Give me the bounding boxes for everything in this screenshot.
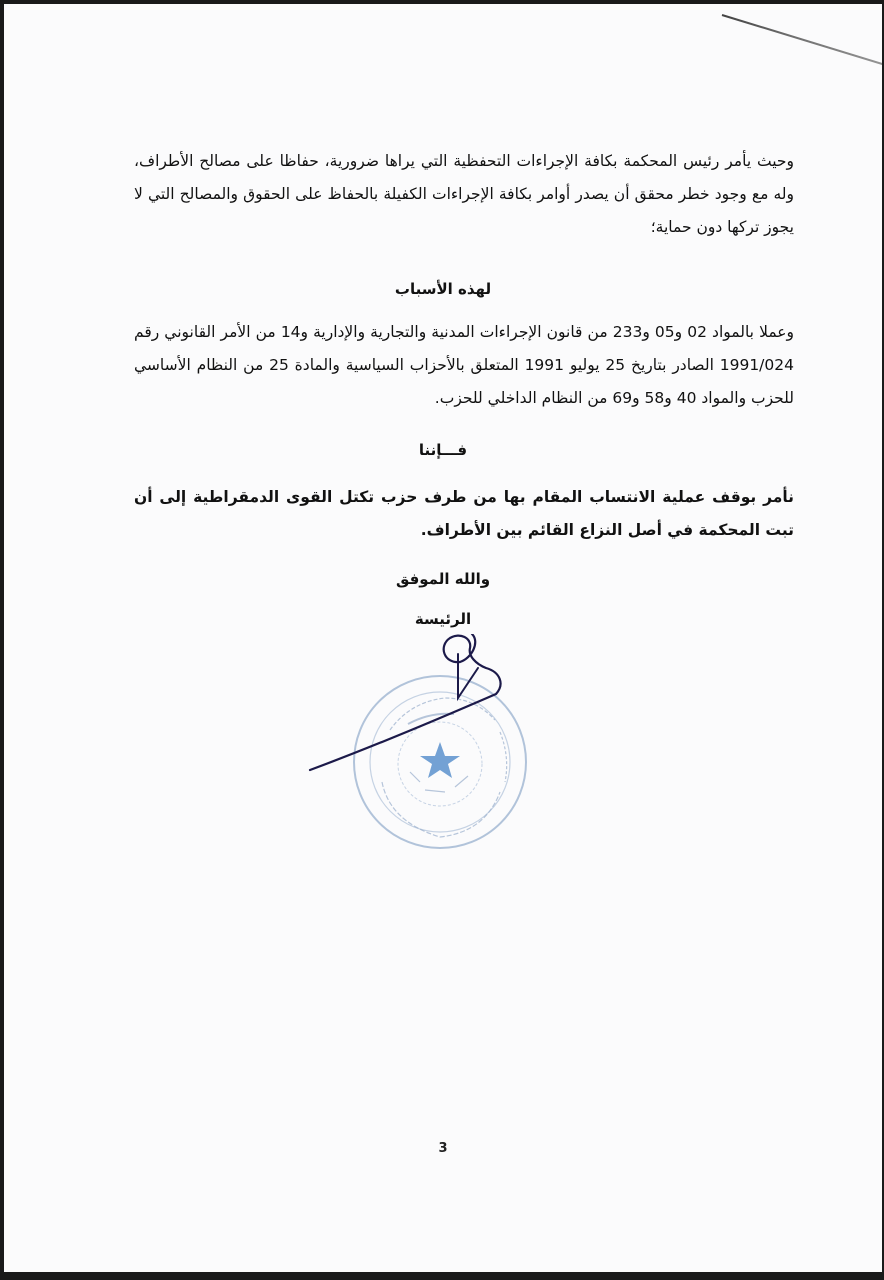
paragraph-considering: وحيث يأمر رئيس المحكمة بكافة الإجراءات التحفظية التي يراها ضرورية، حفاظا على مصالح الأطراف، وله مع وجود خطر محقق أن يصدر أوامر بكافة الإجراءات الكفيلة بالحفاظ على الحقوق والمصالح التي لا يجوز تركها دون حماية؛: [134, 152, 794, 236]
paragraph-legal-basis: وعملا بالمواد 02 و05 و233 من قانون الإجراءات المدنية والتجارية والإدارية و14 من الأمر القانوني رقم 1991/024 الصادر بتاريخ 25 يوليو 1991 المتعلق بالأحزاب السياسية والمادة 25 من النظام الأساسي للحزب والمواد 40 و58 و69 من النظام الداخلي للحزب.: [134, 323, 795, 407]
paragraph-order: نأمر بوقف عملية الانتساب المقام بها من طرف حزب تكتل القوى الدمقراطية إلى أن تبت المحكمة في أصل النزاع القائم بين الأطراف.: [134, 488, 794, 539]
signatory-title: الرئيسة: [414, 610, 472, 628]
closing-phrase: والله الموفق: [395, 570, 491, 588]
heading-for-these-reasons: لهذه الأسباب: [394, 280, 492, 298]
heading-therefore: فـــإننا: [418, 441, 468, 459]
document-page: [4, 4, 882, 1272]
paper-fold-shadow: [722, 14, 882, 69]
handwritten-signature: [300, 634, 520, 784]
page-number: 3: [438, 1141, 448, 1156]
